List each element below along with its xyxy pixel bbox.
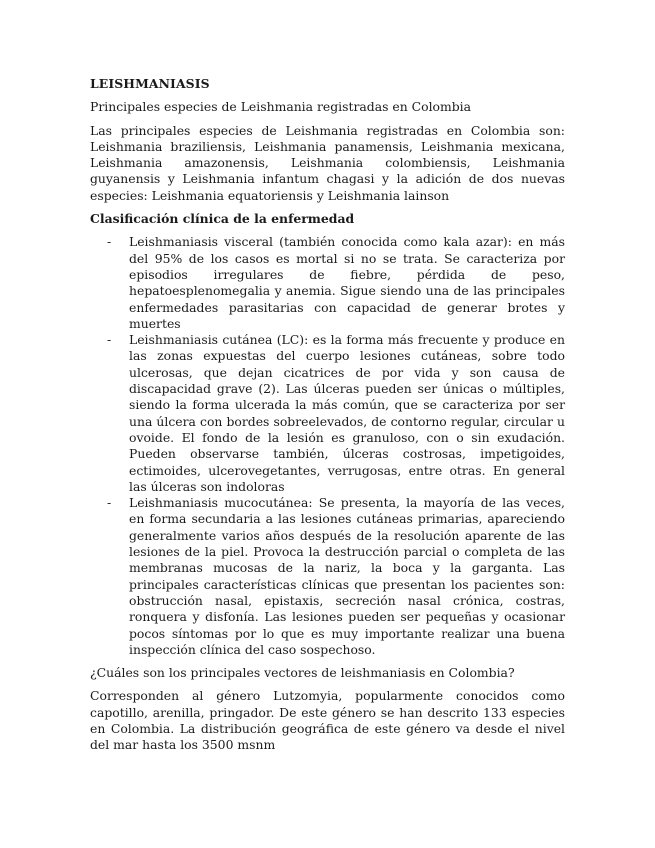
list-item xyxy=(90,495,565,658)
list-item xyxy=(90,332,565,495)
bullet-marker: - xyxy=(107,332,112,348)
vectors-question: ¿Cuáles son los principales vectores de leishmaniasis en Colombia? xyxy=(90,665,515,681)
bullet-marker: - xyxy=(107,234,112,250)
list-item-text: Leishmaniasis cutánea (LC): es la forma más frecuente y produce en las zonas expuestas del cuerpo lesiones cutáneas, sobre todo ulcerosas, que dejan cicatrices de por vida y son causa de discapacidad grave (2). Las úlceras pueden ser únicas o múltiples, siendo la forma ulcerada la más común, que se caracteriza por ser una úlcera con bordes sobreelevados, de contorno regular, circular u ovoide. El fondo de la lesión es granuloso, con o sin exudación. Pueden observarse también, úlceras costrosas, impetigoides, ectimoides, ulcerovegetantes, verrugosas, entre otras. En general las úlceras son indoloras xyxy=(129,332,565,494)
list-item-text: Leishmaniasis visceral (también conocida como kala azar): en más del 95% de los casos es mortal si no se trata. Se caracteriza por episodios irregulares de fiebre, pérdida de peso, hepatoesplenomegalia y anemia. Sigue siendo una de las principales enfermedades parasitarias con capacidad de generar brotes y muertes xyxy=(129,234,565,331)
classification-list xyxy=(90,234,565,658)
bullet-marker: - xyxy=(107,495,112,511)
list-item-text: Leishmaniasis mucocutánea: Se presenta, la mayoría de las veces, en forma secundaria a las lesiones cutáneas primarias, apareciendo generalmente varios años después de la resolución aparente de las lesiones de la piel. Provoca la destrucción parcial o completa de las membranas mucosas de la nariz, la boca y la garganta. Las principales características clínicas que presentan los pacientes son: obstrucción nasal, epistaxis, secreción nasal crónica, costras, ronquera y disfonía. Las lesiones pueden ser pequeñas y ocasionar pocos síntomas por lo que es muy importante realizar una buena inspección clínica del caso sospechoso. xyxy=(129,495,565,657)
document-title: LEISHMANIASIS xyxy=(90,76,210,91)
classification-heading: Clasificación clínica de la enfermedad xyxy=(90,211,355,227)
document-subtitle: Principales especies de Leishmania registradas en Colombia xyxy=(90,99,472,115)
document-page xyxy=(90,76,565,761)
list-item xyxy=(90,234,565,332)
intro-paragraph: Las principales especies de Leishmania registradas en Colombia son: Leishmania braziliensis, Leishmania panamensis, Leishmania mexicana, Leishmania amazonensis, Leishmania colombiensis, Leishmania guyanensis y Leishmania infantum chagasi y la adición de dos nuevas especies: Leishmania equatoriensis y Leishmania lainson xyxy=(90,122,565,203)
vectors-answer: Corresponden al género Lutzomyia, popularmente conocidos como capotillo, arenilla, pringador. De este género se han descrito 133 especies en Colombia. La distribución geográfica de este género va desde el nivel del mar hasta los 3500 msnm xyxy=(90,688,565,753)
